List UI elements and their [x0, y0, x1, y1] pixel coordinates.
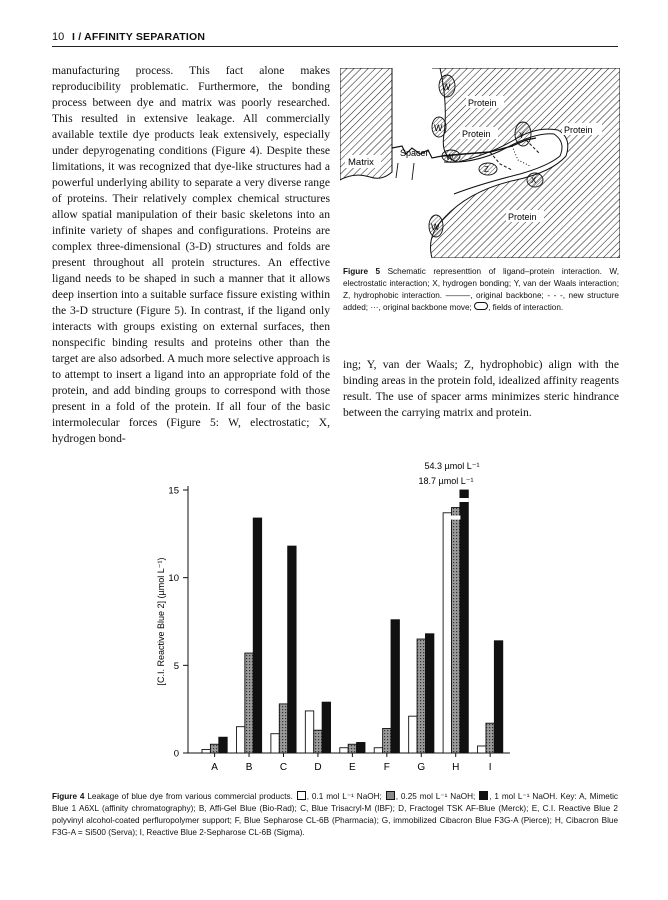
bar-E-series-3	[357, 742, 365, 753]
x-tick-label-C: C	[279, 762, 288, 773]
figure-4-caption	[52, 791, 618, 839]
bar-B-series-2	[245, 653, 253, 753]
bar-I-series-2	[486, 723, 494, 753]
bar-D-series-2	[314, 730, 322, 753]
bar-E-series-1	[340, 748, 348, 753]
legend-white-swatch	[297, 791, 306, 800]
figure-5-caption-line4: , fields of interaction.	[488, 303, 564, 312]
y-axis-label: [C.I. Reactive Blue 2] (µmol L⁻¹)	[156, 557, 166, 686]
annotation-18-7: 18.7 µmol L⁻¹	[418, 476, 474, 486]
x-tick-label-D: D	[314, 762, 322, 773]
figure-5-schematic	[340, 68, 620, 258]
protein-label-3: Protein	[564, 125, 593, 135]
figure-5-caption-text: Schematic representtion of ligand–protein interaction. W, electrostatic interaction; X, hydrogen bonding; Y, van der Waals interaction; Z, hydrophobic interaction.	[343, 267, 619, 300]
protein-label-2: Protein	[462, 129, 491, 139]
bar-H-series-1	[443, 513, 451, 753]
bar-C-series-2	[279, 704, 287, 753]
x-tick-label-H: H	[452, 762, 460, 773]
bar-C-series-3	[288, 546, 296, 753]
figure-4-caption-intro: Leakage of blue dye from various commercial products.	[87, 792, 293, 801]
label-x: X	[531, 176, 537, 185]
x-tick-label-E: E	[349, 762, 356, 773]
bar-I-series-1	[478, 746, 486, 753]
bar-G-series-3	[425, 634, 433, 753]
matrix-label: Matrix	[348, 157, 374, 168]
figure-4-caption-label: Figure 4	[52, 792, 85, 801]
label-w-fold: W	[446, 153, 454, 162]
label-z: Z	[484, 165, 489, 174]
legend-gray-swatch	[386, 791, 395, 800]
y-tick-label: 10	[168, 573, 179, 585]
figure-5-caption-label: Figure 5	[343, 267, 381, 276]
bar-break-H-series-2	[451, 516, 460, 520]
left-text-column	[52, 63, 330, 447]
bar-E-series-2	[348, 744, 356, 753]
x-tick-label-A: A	[211, 762, 218, 773]
ligand-original-move	[512, 146, 530, 166]
figure-4-chart	[150, 460, 520, 780]
spacer-label: Spacer	[400, 148, 429, 158]
label-w-bottom: W	[431, 222, 440, 232]
legend-key-3: , 1 mol L⁻¹ NaOH.	[489, 792, 558, 801]
figure-4-caption-key: Key: A, Mimetic Blue 1 A6XL (affinity chromatography); B, Affi-Gel Blue (Bio-Rad); C, Blue Trisacryl-M (IBF); D, Fractogel TSK AF-Blue (Merck); E, C.I. Reactive Blue 2 polyvinyl alcohol-coated perfluropolymer support; F, Blue Sepharose CL-6B (Pharmacia); G, immobilized Cibacron Blue F3G-A (Pierce); H, Cibacron Blue F3G-A = Si500 (Serva); I, Reactive Blue 2-Sepharose CL-6B (Sigma).	[52, 792, 619, 837]
spacer-ticks	[396, 163, 414, 180]
bar-A-series-1	[202, 749, 210, 753]
legend-key-2: , 0.25 mol L⁻¹ NaOH;	[395, 792, 476, 801]
bar-D-series-1	[305, 711, 313, 753]
bar-C-series-1	[271, 734, 279, 753]
bar-break-H-series-3	[459, 498, 468, 502]
y-tick-label: 5	[173, 660, 179, 672]
bar-A-series-3	[219, 737, 227, 753]
figure-5-caption-line3: ···, original backbone move;	[370, 303, 472, 312]
annotation-54-3: 54.3 µmol L⁻¹	[424, 461, 480, 471]
label-w-top: W	[442, 82, 451, 92]
bar-G-series-1	[409, 716, 417, 753]
bar-I-series-3	[494, 641, 502, 753]
protein-label-4: Protein	[508, 212, 537, 222]
label-w-mid: W	[434, 123, 443, 133]
bar-F-series-1	[374, 748, 382, 753]
bar-G-series-2	[417, 639, 425, 753]
x-tick-label-I: I	[488, 762, 492, 773]
figure-5-svg	[340, 68, 620, 258]
x-tick-label-F: F	[383, 762, 390, 773]
bar-A-series-2	[210, 744, 218, 753]
right-text-column	[343, 357, 619, 421]
figure-5-caption-line1: ———, original backbone;	[445, 291, 544, 300]
page-number: 10	[52, 31, 65, 43]
bar-F-series-2	[383, 728, 391, 753]
section-title: I / AFFINITY SEPARATION	[72, 31, 206, 43]
right-paragraph: ing; Y, van der Waals; Z, hydrophobic) align with the binding areas in the protein fold, idealized affinity reagents result. The use of spacer arms minimizes steric hindrance between the carrying matrix and protein.	[343, 358, 619, 419]
bar-B-series-1	[236, 727, 244, 753]
x-tick-label-G: G	[417, 762, 426, 773]
running-header	[52, 30, 618, 47]
chart-bars	[202, 490, 503, 753]
field-of-interaction-symbol	[474, 302, 488, 310]
figure-5-caption-line2: - - -, new structure added;	[343, 291, 619, 312]
protein-shape	[431, 68, 621, 258]
bar-F-series-3	[391, 620, 399, 753]
left-paragraph: manufacturing process. This fact alone makes reproducibility problematic. Furthermore, the bonding process between dye and matrix was poorly researched. This resulted in extensive leakage. All commercially available textile dye products leak extensively, especially under depyrogenating conditions (Figure 4). Despite these limitations, it was recognized that dye-like structures had a powerful underlying ability to separate a very diverse range of proteins. Their relatively complex chemical structures allow spatial manipulation of their basic skeletons into an infinite variety of shapes and configurations. Proteins are complex three-dimensional (3-D) structures and folds are present throughout all protein structures. An effective ligand needs to be shaped in such a manner that it allows deep insertion into a suitable surface fissure existing within the 3-D structure (Figure 5). In contrast, if the ligand only interacts with groups existing on external surfaces, then nonspecific binding results and proteins other than the target are also adsorbed. A much more selective approach is to attempt to insert a ligand into an appropriate fold of the protein, and add binding groups to correspond with those present in a fold of the protein. If all four of the basic intermolecular forces (Figure 5: W, electrostatic; X, hydrogen bond-	[52, 64, 330, 445]
bar-H-series-3	[460, 490, 468, 753]
label-y: Y	[519, 131, 525, 140]
y-tick-label: 15	[168, 485, 179, 497]
bar-B-series-3	[253, 518, 261, 753]
protein-label-1: Protein	[468, 98, 497, 108]
legend-black-swatch	[479, 791, 488, 800]
figure-5-caption	[343, 266, 619, 314]
y-tick-label: 0	[173, 748, 179, 760]
bar-H-series-2	[452, 508, 460, 753]
legend-key-1: , 0.1 mol L⁻¹ NaOH;	[306, 792, 382, 801]
bar-D-series-3	[322, 702, 330, 753]
x-tick-label-B: B	[245, 762, 253, 773]
figure-4-svg	[150, 460, 520, 780]
